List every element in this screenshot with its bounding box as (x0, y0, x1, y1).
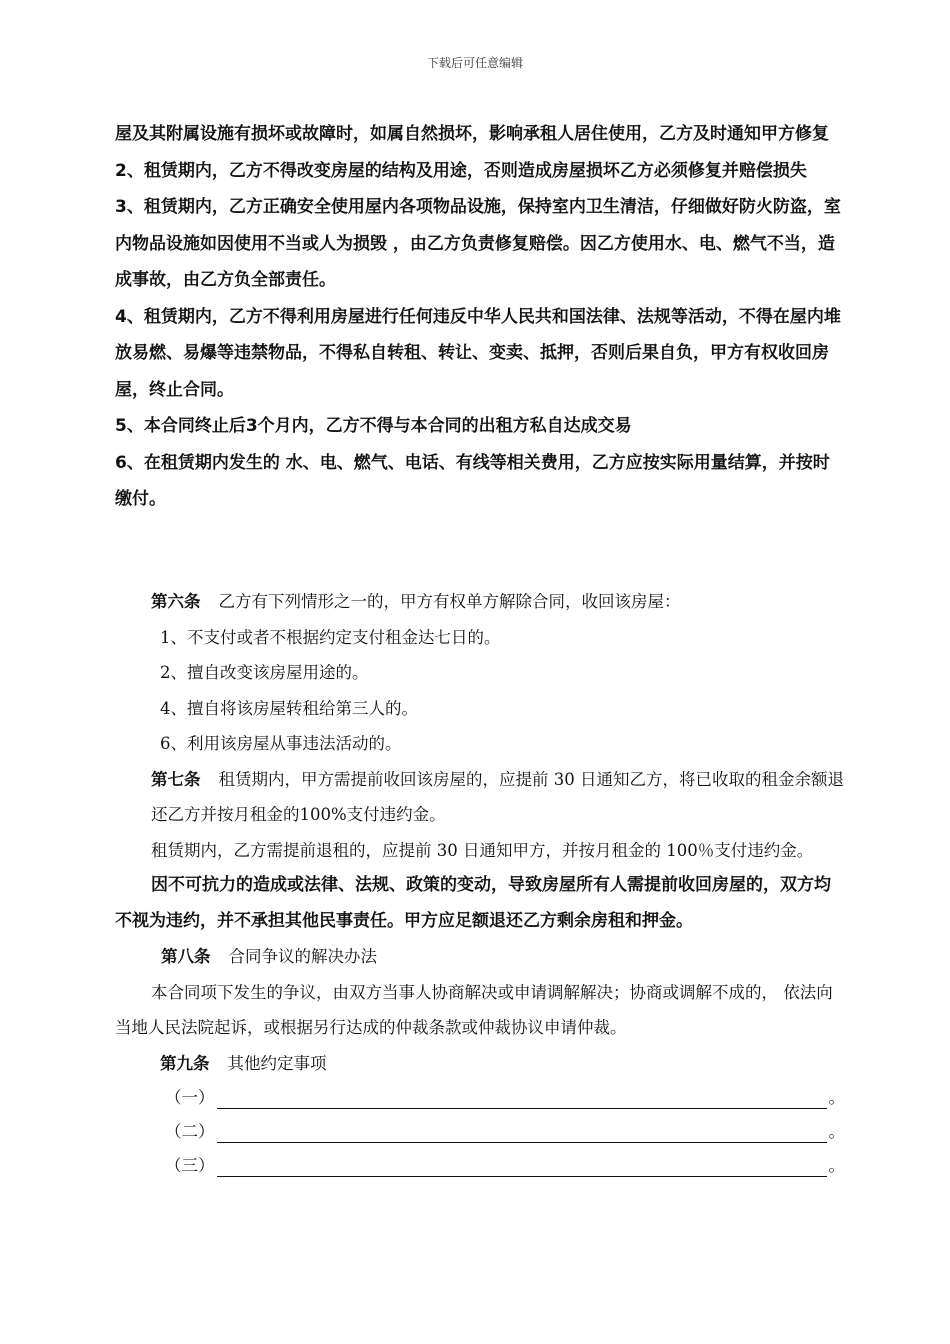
clause-paragraph: 5、本合同终止后3个月内，乙方不得与本合同的出租方私自达成交易 (115, 416, 632, 436)
article-6-text: 乙方有下列情形之一的，甲方有权单方解除合同，收回该房屋： (218, 592, 681, 611)
end-mark: 。 (828, 1121, 845, 1141)
article-6-item: 4、擅自将该房屋转租给第三人的。 (160, 698, 418, 718)
article-7-para: 租赁期内，乙方需提前退租的，应提前 30 日通知甲方，并按月租金的 100％支付违约金。 (151, 840, 814, 860)
fill-in-blank[interactable] (217, 1156, 827, 1177)
clause-paragraph: 2、租赁期内，乙方不得改变房屋的结构及用途，否则造成房屋损坏乙方必须修复并赔偿损失 (115, 160, 807, 181)
article-8-heading (115, 939, 845, 975)
clause-paragraph: 屋及其附属设施有损坏或故障时，如属自然损坏，影响承租人居住使用，乙方及时通知甲方修复 (115, 124, 829, 144)
article-9-heading (115, 1046, 845, 1082)
blank-line-row (115, 1115, 845, 1149)
end-mark: 。 (828, 1087, 845, 1107)
clause-list (115, 116, 845, 518)
fill-in-blank[interactable] (217, 1122, 827, 1143)
page-header: 下载后可任意编辑 (426, 56, 523, 70)
end-mark: 。 (828, 1155, 845, 1175)
blank-line-row (115, 1081, 845, 1115)
article-6-item: 1、不支付或者不根据约定支付租金达七日的。 (160, 627, 501, 647)
blank-line-row (115, 1149, 845, 1183)
article-7-bold-para: 因不可抗力的造成或法律、法规、政策的变动，导致房屋所有人需提前收回房屋的，双方均不视为违约，并不承担其他民事责任。甲方应足额退还乙方剩余房租和押金。 (115, 875, 831, 931)
article-7-text: 租赁期内，甲方需提前收回该房屋的，应提前 30 日通知乙方，将已收取的租金余额退还乙方并按月租金的100%支付违约金。 (151, 769, 844, 824)
blank-label: （一） (165, 1087, 215, 1107)
clause-paragraph: 3、租赁期内，乙方正确安全使用屋内各项物品设施，保持室内卫生清洁，仔细做好防火防盗，室内物品设施如因使用不当或人为损毁 ，由乙方负责修复赔偿。因乙方使用水、电、燃气不当，造成事故，由乙方负全部责任。 (115, 197, 841, 290)
clause-paragraph: 6、在租赁期内发生的 水、电、燃气、电话、有线等相关费用，乙方应按实际用量结算，并按时缴付。 (115, 452, 830, 509)
article-6-heading (115, 584, 845, 620)
article-6-item: 2、擅自改变该房屋用途的。 (160, 663, 369, 682)
article-9-text: 其他约定事项 (227, 1053, 327, 1073)
article-8-label: 第八条 (161, 947, 211, 966)
article-6-label: 第六条 (151, 592, 201, 611)
article-9-label: 第九条 (160, 1053, 210, 1073)
article-7-heading (115, 762, 845, 833)
article-7-label: 第七条 (151, 769, 201, 789)
blank-label: （三） (165, 1155, 215, 1175)
blank-label: （二） (165, 1121, 215, 1141)
fill-in-blank[interactable] (217, 1088, 827, 1109)
article-8-text: 合同争议的解决办法 (228, 947, 377, 966)
article-6-item: 6、利用该房屋从事违法活动的。 (160, 734, 402, 753)
clause-paragraph: 4、租赁期内，乙方不得利用房屋进行任何违反中华人民共和国法律、法规等活动，不得在屋内堆放易燃、易爆等违禁物品，不得私自转租、转让、变卖、抵押，否则后果自负，甲方有权收回房屋，终止合同。 (115, 306, 841, 400)
articles (115, 584, 845, 1183)
article-8-para: 本合同项下发生的争议，由双方当事人协商解决或申请调解解决；协商或调解不成的， 依法向当地人民法院起诉，或根据另行达成的仲裁条款或仲裁协议申请仲裁。 (115, 982, 833, 1037)
